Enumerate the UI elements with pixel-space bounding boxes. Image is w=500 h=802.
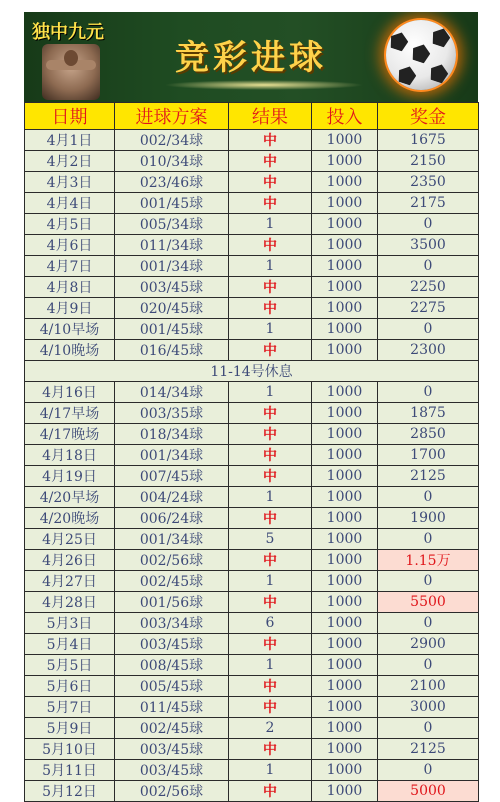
table-row xyxy=(25,382,479,403)
invest-cell: 1000 xyxy=(312,739,378,760)
result-cell: 中 xyxy=(229,403,312,424)
date-cell: 4月16日 xyxy=(25,382,115,403)
header-prize: 奖金 xyxy=(378,103,479,130)
plan-cell: 001/34球 xyxy=(115,256,229,277)
plan-cell: 007/45球 xyxy=(115,466,229,487)
prize-cell: 0 xyxy=(378,487,479,508)
prize-cell: 0 xyxy=(378,613,479,634)
table-row xyxy=(25,781,479,802)
date-cell: 5月10日 xyxy=(25,739,115,760)
date-cell: 4月7日 xyxy=(25,256,115,277)
invest-cell: 1000 xyxy=(312,466,378,487)
invest-cell: 1000 xyxy=(312,508,378,529)
result-cell: 中 xyxy=(229,781,312,802)
prize-cell: 0 xyxy=(378,760,479,781)
prize-cell: 0 xyxy=(378,718,479,739)
result-cell: 中 xyxy=(229,508,312,529)
table-row xyxy=(25,508,479,529)
date-cell: 4月4日 xyxy=(25,193,115,214)
result-cell: 1 xyxy=(229,319,312,340)
result-cell: 中 xyxy=(229,235,312,256)
invest-cell: 1000 xyxy=(312,340,378,361)
result-cell: 中 xyxy=(229,676,312,697)
plan-cell: 001/45球 xyxy=(115,193,229,214)
date-cell: 4月1日 xyxy=(25,130,115,151)
header-plan: 进球方案 xyxy=(115,103,229,130)
plan-cell: 023/46球 xyxy=(115,172,229,193)
result-cell: 中 xyxy=(229,151,312,172)
date-cell: 4月27日 xyxy=(25,571,115,592)
table-row xyxy=(25,613,479,634)
table-row xyxy=(25,466,479,487)
prize-cell: 1.15万 xyxy=(378,550,479,571)
prize-cell: 0 xyxy=(378,319,479,340)
rest-note-row xyxy=(25,361,479,382)
invest-cell: 1000 xyxy=(312,193,378,214)
prize-cell: 2150 xyxy=(378,151,479,172)
date-cell: 4/20早场 xyxy=(25,487,115,508)
result-cell: 中 xyxy=(229,277,312,298)
table-row xyxy=(25,655,479,676)
invest-cell: 1000 xyxy=(312,571,378,592)
prize-cell: 2850 xyxy=(378,424,479,445)
invest-cell: 1000 xyxy=(312,151,378,172)
plan-cell: 011/34球 xyxy=(115,235,229,256)
prize-cell: 2175 xyxy=(378,193,479,214)
title-glow xyxy=(164,80,364,90)
table-row xyxy=(25,697,479,718)
prize-cell: 0 xyxy=(378,655,479,676)
plan-cell: 001/56球 xyxy=(115,592,229,613)
plan-cell: 014/34球 xyxy=(115,382,229,403)
table-row xyxy=(25,592,479,613)
result-cell: 中 xyxy=(229,697,312,718)
prize-cell: 3500 xyxy=(378,235,479,256)
invest-cell: 1000 xyxy=(312,676,378,697)
prize-cell: 2125 xyxy=(378,466,479,487)
table-row xyxy=(25,319,479,340)
table-row xyxy=(25,403,479,424)
date-cell: 4月5日 xyxy=(25,214,115,235)
banner-title: 竞彩进球 xyxy=(175,38,327,78)
result-cell: 中 xyxy=(229,466,312,487)
invest-cell: 1000 xyxy=(312,655,378,676)
prize-cell: 3000 xyxy=(378,697,479,718)
date-cell: 4/10早场 xyxy=(25,319,115,340)
table-row xyxy=(25,235,479,256)
date-cell: 5月9日 xyxy=(25,718,115,739)
invest-cell: 1000 xyxy=(312,550,378,571)
result-cell: 1 xyxy=(229,760,312,781)
result-cell: 中 xyxy=(229,193,312,214)
plan-cell: 020/45球 xyxy=(115,298,229,319)
prize-cell: 2100 xyxy=(378,676,479,697)
result-cell: 1 xyxy=(229,214,312,235)
invest-cell: 1000 xyxy=(312,214,378,235)
table-row xyxy=(25,151,479,172)
table-row xyxy=(25,424,479,445)
date-cell: 4月8日 xyxy=(25,277,115,298)
plan-cell: 003/45球 xyxy=(115,739,229,760)
table-row xyxy=(25,193,479,214)
date-cell: 4月2日 xyxy=(25,151,115,172)
result-cell: 中 xyxy=(229,340,312,361)
table-row xyxy=(25,760,479,781)
result-cell: 2 xyxy=(229,718,312,739)
plan-cell: 006/24球 xyxy=(115,508,229,529)
plan-cell: 002/56球 xyxy=(115,550,229,571)
plan-cell: 008/45球 xyxy=(115,655,229,676)
plan-cell: 003/45球 xyxy=(115,634,229,655)
table-row xyxy=(25,739,479,760)
table-row xyxy=(25,445,479,466)
result-cell: 1 xyxy=(229,487,312,508)
plan-cell: 002/45球 xyxy=(115,718,229,739)
plan-cell: 018/34球 xyxy=(115,424,229,445)
result-cell: 1 xyxy=(229,256,312,277)
prize-cell: 1700 xyxy=(378,445,479,466)
results-table xyxy=(24,102,479,802)
prize-cell: 0 xyxy=(378,214,479,235)
plan-cell: 003/45球 xyxy=(115,760,229,781)
prize-cell: 2250 xyxy=(378,277,479,298)
result-cell: 中 xyxy=(229,445,312,466)
invest-cell: 1000 xyxy=(312,592,378,613)
header-invest: 投入 xyxy=(312,103,378,130)
table-row xyxy=(25,256,479,277)
date-cell: 4月6日 xyxy=(25,235,115,256)
plan-cell: 003/35球 xyxy=(115,403,229,424)
prize-cell: 1675 xyxy=(378,130,479,151)
plan-cell: 005/34球 xyxy=(115,214,229,235)
date-cell: 4月9日 xyxy=(25,298,115,319)
table-row xyxy=(25,550,479,571)
header-row xyxy=(25,103,479,130)
table-row xyxy=(25,130,479,151)
plan-cell: 001/45球 xyxy=(115,319,229,340)
date-cell: 4/20晚场 xyxy=(25,508,115,529)
table-row xyxy=(25,340,479,361)
date-cell: 5月12日 xyxy=(25,781,115,802)
date-cell: 4月18日 xyxy=(25,445,115,466)
invest-cell: 1000 xyxy=(312,781,378,802)
plan-cell: 002/34球 xyxy=(115,130,229,151)
date-cell: 5月3日 xyxy=(25,613,115,634)
result-cell: 中 xyxy=(229,739,312,760)
plan-cell: 002/45球 xyxy=(115,571,229,592)
table-row xyxy=(25,676,479,697)
plan-cell: 001/34球 xyxy=(115,529,229,550)
result-cell: 6 xyxy=(229,613,312,634)
plan-cell: 011/45球 xyxy=(115,697,229,718)
invest-cell: 1000 xyxy=(312,319,378,340)
result-cell: 中 xyxy=(229,634,312,655)
prize-cell: 5500 xyxy=(378,592,479,613)
date-cell: 4月28日 xyxy=(25,592,115,613)
table-row xyxy=(25,277,479,298)
invest-cell: 1000 xyxy=(312,130,378,151)
table-row xyxy=(25,634,479,655)
prize-cell: 2275 xyxy=(378,298,479,319)
header-date: 日期 xyxy=(25,103,115,130)
plan-cell: 004/24球 xyxy=(115,487,229,508)
results-body xyxy=(25,130,479,802)
invest-cell: 1000 xyxy=(312,613,378,634)
prize-cell: 0 xyxy=(378,382,479,403)
result-cell: 1 xyxy=(229,571,312,592)
table-row xyxy=(25,298,479,319)
plan-cell: 001/34球 xyxy=(115,445,229,466)
invest-cell: 1000 xyxy=(312,634,378,655)
date-cell: 4月25日 xyxy=(25,529,115,550)
table-row xyxy=(25,529,479,550)
plan-cell: 016/45球 xyxy=(115,340,229,361)
prize-cell: 5000 xyxy=(378,781,479,802)
invest-cell: 1000 xyxy=(312,487,378,508)
date-cell: 5月11日 xyxy=(25,760,115,781)
result-cell: 1 xyxy=(229,655,312,676)
result-cell: 1 xyxy=(229,382,312,403)
plan-cell: 010/34球 xyxy=(115,151,229,172)
plan-cell: 003/34球 xyxy=(115,613,229,634)
invest-cell: 1000 xyxy=(312,256,378,277)
prize-cell: 2350 xyxy=(378,172,479,193)
date-cell: 4/10晚场 xyxy=(25,340,115,361)
prize-cell: 0 xyxy=(378,571,479,592)
invest-cell: 1000 xyxy=(312,424,378,445)
header-result: 结果 xyxy=(229,103,312,130)
invest-cell: 1000 xyxy=(312,529,378,550)
plan-cell: 005/45球 xyxy=(115,676,229,697)
rest-note: 11-14号休息 xyxy=(25,361,479,382)
date-cell: 4/17早场 xyxy=(25,403,115,424)
result-cell: 中 xyxy=(229,592,312,613)
invest-cell: 1000 xyxy=(312,235,378,256)
table-row xyxy=(25,214,479,235)
invest-cell: 1000 xyxy=(312,403,378,424)
table-row xyxy=(25,487,479,508)
date-cell: 5月4日 xyxy=(25,634,115,655)
result-cell: 中 xyxy=(229,298,312,319)
invest-cell: 1000 xyxy=(312,277,378,298)
table-row xyxy=(25,172,479,193)
prize-cell: 1875 xyxy=(378,403,479,424)
date-cell: 4/17晚场 xyxy=(25,424,115,445)
date-cell: 4月26日 xyxy=(25,550,115,571)
invest-cell: 1000 xyxy=(312,445,378,466)
result-cell: 中 xyxy=(229,172,312,193)
prize-cell: 0 xyxy=(378,529,479,550)
table-row xyxy=(25,718,479,739)
date-cell: 4月19日 xyxy=(25,466,115,487)
prize-cell: 2900 xyxy=(378,634,479,655)
prize-cell: 2125 xyxy=(378,739,479,760)
plan-cell: 003/45球 xyxy=(115,277,229,298)
prize-cell: 1900 xyxy=(378,508,479,529)
result-cell: 5 xyxy=(229,529,312,550)
date-cell: 4月3日 xyxy=(25,172,115,193)
invest-cell: 1000 xyxy=(312,382,378,403)
invest-cell: 1000 xyxy=(312,760,378,781)
invest-cell: 1000 xyxy=(312,718,378,739)
result-cell: 中 xyxy=(229,550,312,571)
plan-cell: 002/56球 xyxy=(115,781,229,802)
banner-badge: 独中九元 xyxy=(32,22,104,43)
soccer-ball-icon xyxy=(386,20,456,90)
prize-cell: 2300 xyxy=(378,340,479,361)
date-cell: 5月7日 xyxy=(25,697,115,718)
prize-cell: 0 xyxy=(378,256,479,277)
date-cell: 5月6日 xyxy=(25,676,115,697)
invest-cell: 1000 xyxy=(312,298,378,319)
result-cell: 中 xyxy=(229,130,312,151)
invest-cell: 1000 xyxy=(312,172,378,193)
table-row xyxy=(25,571,479,592)
banner xyxy=(24,12,478,102)
invest-cell: 1000 xyxy=(312,697,378,718)
date-cell: 5月5日 xyxy=(25,655,115,676)
result-cell: 中 xyxy=(229,424,312,445)
